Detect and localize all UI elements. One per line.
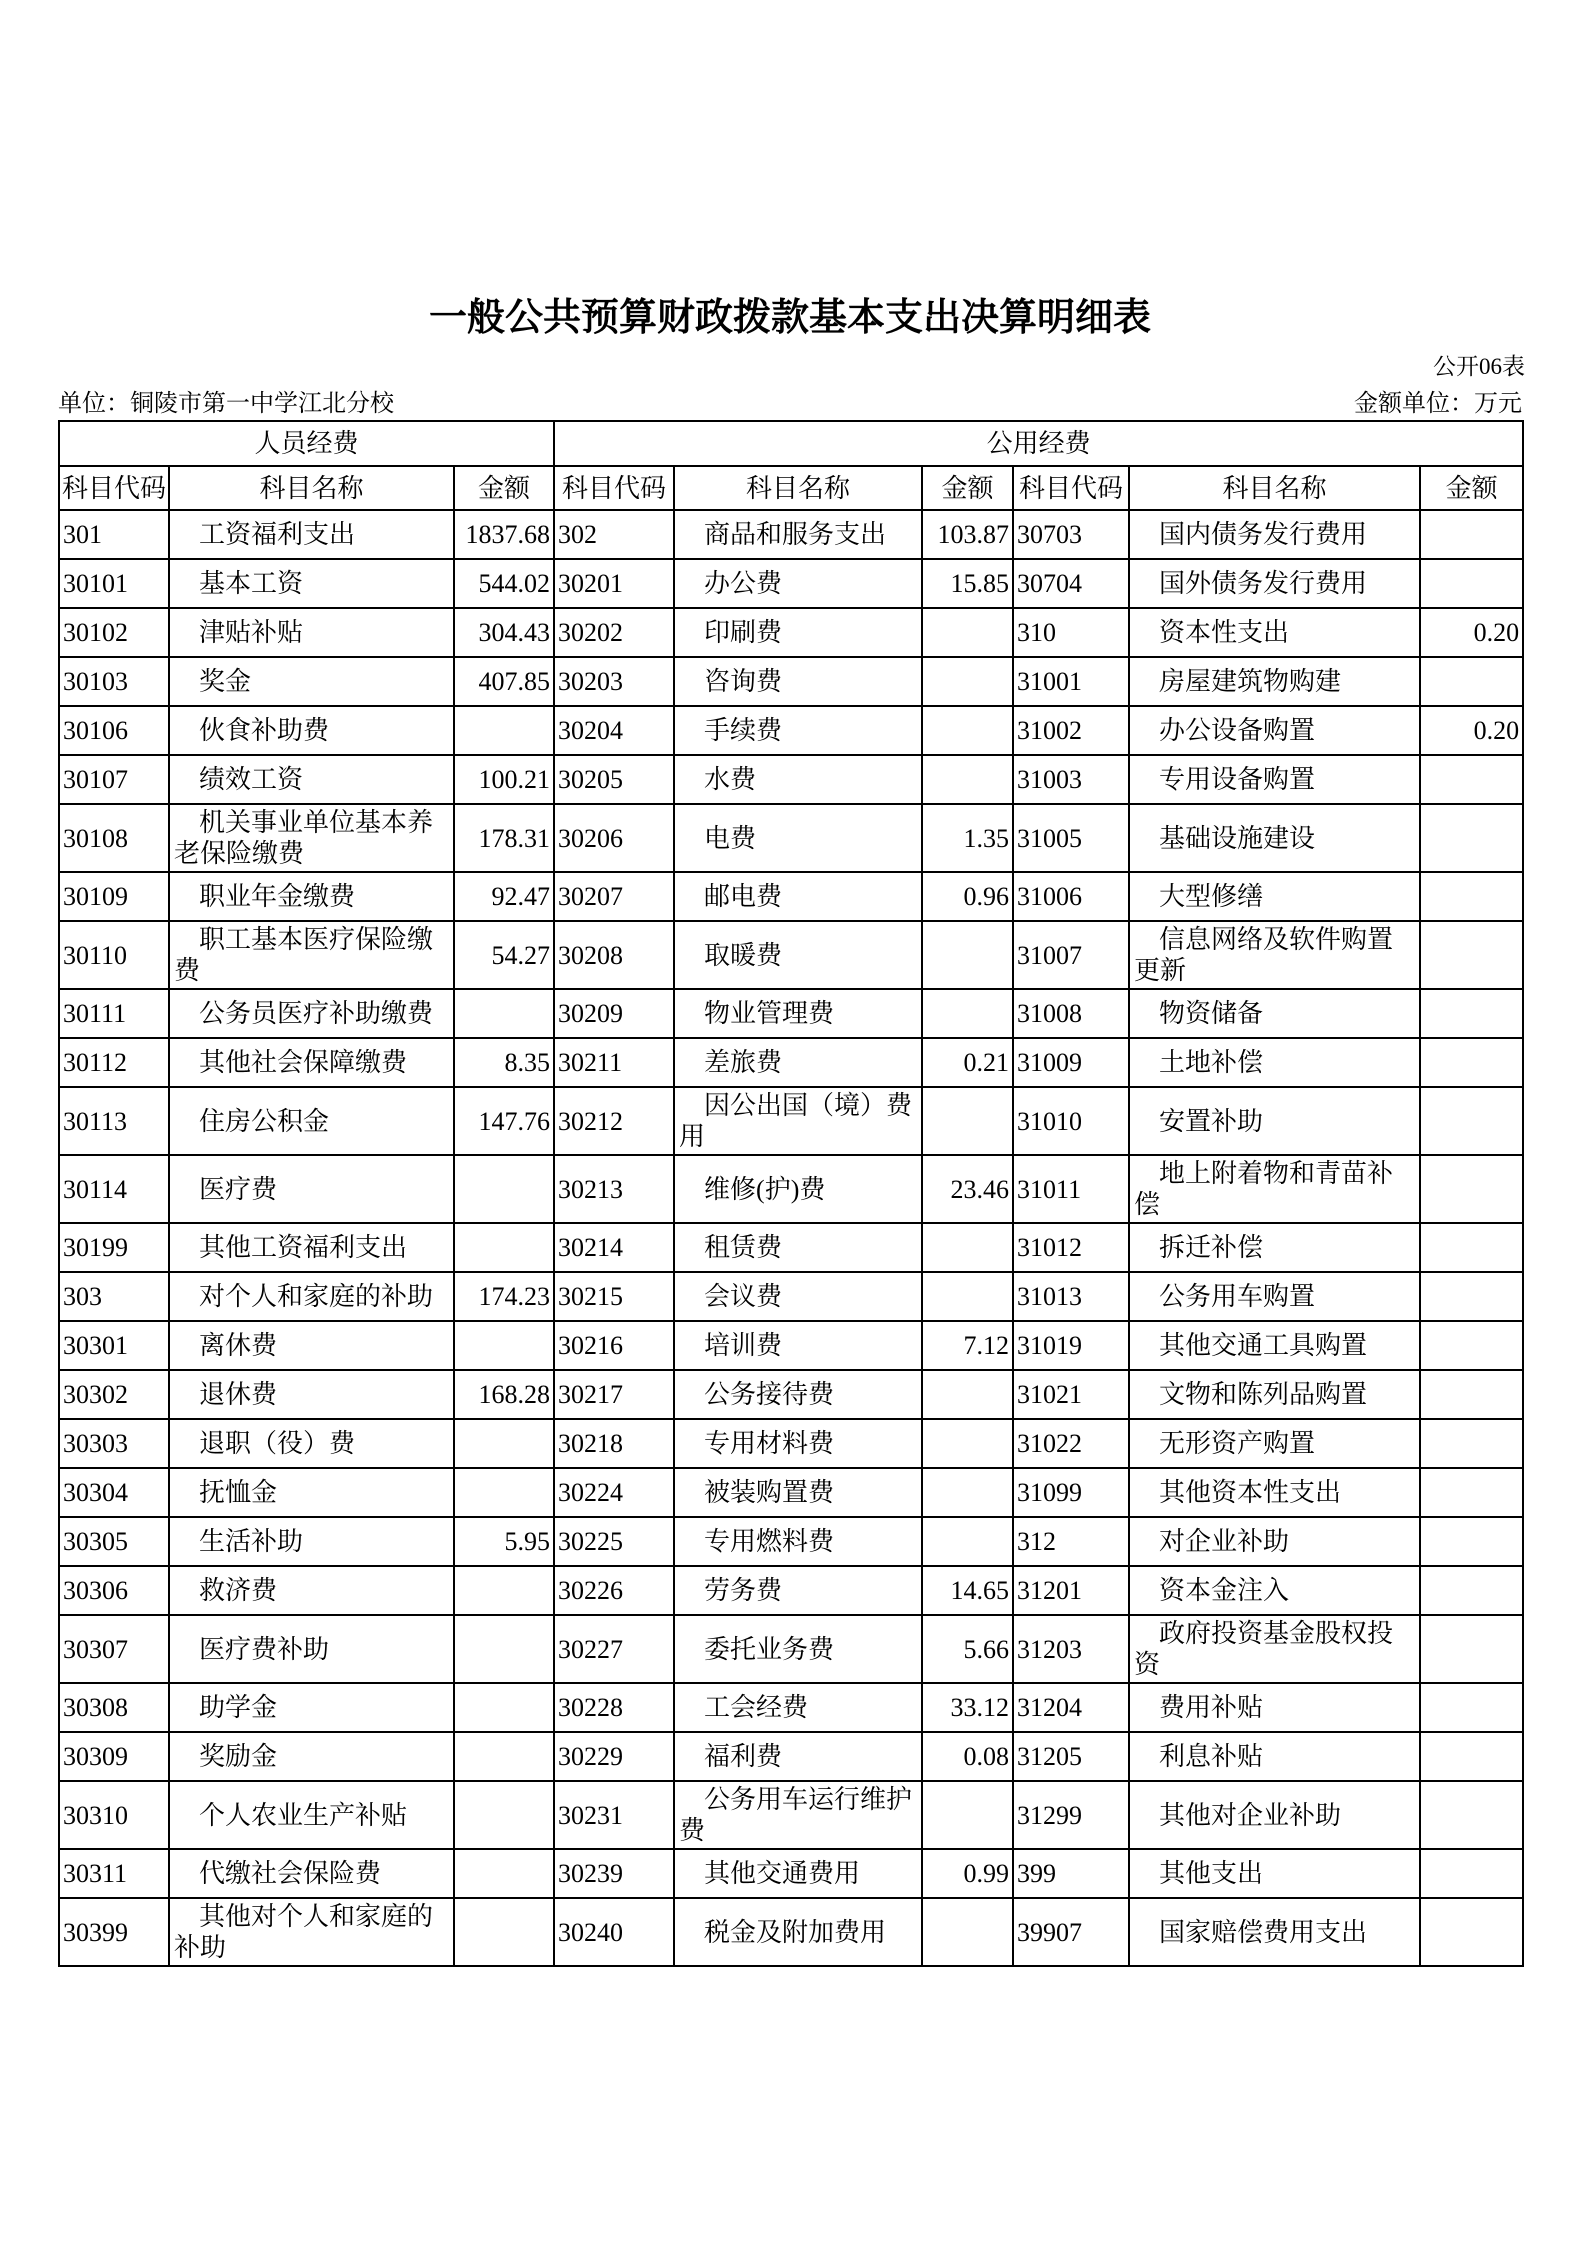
cell-subject-name: 国家赔偿费用支出	[1129, 1898, 1420, 1966]
cell-subject-name: 绩效工资	[169, 755, 454, 804]
cell-subject-code: 31006	[1013, 872, 1129, 921]
cell-subject-name: 税金及附加费用	[674, 1898, 922, 1966]
table-row	[59, 510, 1523, 559]
cell-amount	[454, 1468, 554, 1517]
cell-amount	[1420, 1419, 1523, 1468]
cell-amount: 8.35	[454, 1038, 554, 1087]
col-header-subject-code-3: 科目代码	[1013, 466, 1129, 510]
cell-subject-name: 医疗费补助	[169, 1615, 454, 1683]
cell-amount: 0.21	[922, 1038, 1013, 1087]
cell-amount: 168.28	[454, 1370, 554, 1419]
cell-amount	[1420, 1732, 1523, 1781]
cell-subject-name: 国外债务发行费用	[1129, 559, 1420, 608]
cell-subject-code: 30107	[59, 755, 169, 804]
cell-subject-code: 30399	[59, 1898, 169, 1966]
cell-amount	[1420, 804, 1523, 872]
cell-amount: 7.12	[922, 1321, 1013, 1370]
cell-subject-code: 31012	[1013, 1223, 1129, 1272]
table-body	[59, 510, 1523, 1966]
cell-amount	[922, 1272, 1013, 1321]
cell-subject-name: 其他对企业补助	[1129, 1781, 1420, 1849]
table-row	[59, 1468, 1523, 1517]
table-row	[59, 1517, 1523, 1566]
cell-amount	[454, 1898, 554, 1966]
cell-amount: 1837.68	[454, 510, 554, 559]
cell-subject-code: 31002	[1013, 706, 1129, 755]
cell-subject-code: 30302	[59, 1370, 169, 1419]
cell-subject-code: 399	[1013, 1849, 1129, 1898]
cell-subject-name: 其他资本性支出	[1129, 1468, 1420, 1517]
cell-subject-code: 30309	[59, 1732, 169, 1781]
cell-subject-code: 39907	[1013, 1898, 1129, 1966]
cell-subject-code: 31299	[1013, 1781, 1129, 1849]
cell-amount: 103.87	[922, 510, 1013, 559]
cell-subject-code: 30205	[554, 755, 674, 804]
cell-subject-code: 30307	[59, 1615, 169, 1683]
cell-amount: 33.12	[922, 1683, 1013, 1732]
cell-amount	[454, 1566, 554, 1615]
table-row	[59, 921, 1523, 989]
cell-subject-code: 30703	[1013, 510, 1129, 559]
cell-amount	[922, 1781, 1013, 1849]
cell-subject-code: 30112	[59, 1038, 169, 1087]
group-header-row	[59, 421, 1523, 466]
cell-subject-name: 机关事业单位基本养老保险缴费	[169, 804, 454, 872]
cell-subject-name: 安置补助	[1129, 1087, 1420, 1155]
cell-subject-name: 其他对个人和家庭的补助	[169, 1898, 454, 1966]
cell-subject-code: 30214	[554, 1223, 674, 1272]
cell-amount	[454, 1849, 554, 1898]
column-header-row	[59, 466, 1523, 510]
cell-subject-name: 公务用车购置	[1129, 1272, 1420, 1321]
cell-amount: 407.85	[454, 657, 554, 706]
cell-amount	[1420, 1781, 1523, 1849]
cell-subject-code: 30308	[59, 1683, 169, 1732]
cell-amount: 100.21	[454, 755, 554, 804]
table-row	[59, 872, 1523, 921]
cell-subject-name: 其他工资福利支出	[169, 1223, 454, 1272]
cell-subject-name: 抚恤金	[169, 1468, 454, 1517]
cell-amount: 0.20	[1420, 608, 1523, 657]
cell-amount	[1420, 755, 1523, 804]
cell-amount	[922, 706, 1013, 755]
cell-subject-code: 31099	[1013, 1468, 1129, 1517]
cell-amount: 0.20	[1420, 706, 1523, 755]
cell-subject-name: 基本工资	[169, 559, 454, 608]
cell-subject-code: 30208	[554, 921, 674, 989]
cell-subject-code: 31008	[1013, 989, 1129, 1038]
cell-subject-name: 办公设备购置	[1129, 706, 1420, 755]
cell-amount	[1420, 1468, 1523, 1517]
cell-subject-name: 电费	[674, 804, 922, 872]
cell-amount: 0.99	[922, 1849, 1013, 1898]
meta-line	[58, 383, 1522, 418]
cell-amount	[1420, 1849, 1523, 1898]
cell-subject-code: 310	[1013, 608, 1129, 657]
cell-amount: 147.76	[454, 1087, 554, 1155]
cell-subject-code: 31021	[1013, 1370, 1129, 1419]
cell-amount: 54.27	[454, 921, 554, 989]
cell-amount	[1420, 1683, 1523, 1732]
cell-subject-name: 专用燃料费	[674, 1517, 922, 1566]
cell-amount: 1.35	[922, 804, 1013, 872]
table-row	[59, 755, 1523, 804]
table-row	[59, 1615, 1523, 1683]
cell-subject-code: 31013	[1013, 1272, 1129, 1321]
col-header-subject-name-2: 科目名称	[674, 466, 922, 510]
table-row	[59, 608, 1523, 657]
cell-subject-name: 手续费	[674, 706, 922, 755]
cell-subject-name: 职业年金缴费	[169, 872, 454, 921]
cell-subject-code: 303	[59, 1272, 169, 1321]
cell-amount	[1420, 1321, 1523, 1370]
cell-subject-code: 30311	[59, 1849, 169, 1898]
cell-subject-name: 大型修缮	[1129, 872, 1420, 921]
table-row	[59, 1781, 1523, 1849]
cell-amount	[1420, 1087, 1523, 1155]
cell-subject-name: 培训费	[674, 1321, 922, 1370]
cell-amount	[454, 1732, 554, 1781]
cell-amount: 5.95	[454, 1517, 554, 1566]
cell-subject-name: 物资储备	[1129, 989, 1420, 1038]
cell-amount: 178.31	[454, 804, 554, 872]
cell-subject-name: 对个人和家庭的补助	[169, 1272, 454, 1321]
cell-amount	[922, 1517, 1013, 1566]
cell-amount	[922, 657, 1013, 706]
cell-subject-name: 因公出国（境）费用	[674, 1087, 922, 1155]
table-row	[59, 657, 1523, 706]
cell-amount	[1420, 1223, 1523, 1272]
cell-subject-name: 劳务费	[674, 1566, 922, 1615]
table-row	[59, 1370, 1523, 1419]
cell-amount	[454, 989, 554, 1038]
cell-subject-code: 30211	[554, 1038, 674, 1087]
cell-subject-code: 30199	[59, 1223, 169, 1272]
table-row	[59, 706, 1523, 755]
cell-amount	[1420, 921, 1523, 989]
cell-subject-code: 30201	[554, 559, 674, 608]
table-row	[59, 1223, 1523, 1272]
cell-subject-name: 邮电费	[674, 872, 922, 921]
cell-amount	[922, 1223, 1013, 1272]
cell-subject-name: 离休费	[169, 1321, 454, 1370]
group-header-public: 公用经费	[554, 421, 1523, 466]
form-number: 公开06表	[1433, 354, 1525, 379]
table-row	[59, 804, 1523, 872]
cell-amount	[1420, 1155, 1523, 1223]
table-row	[59, 989, 1523, 1038]
cell-subject-name: 津贴补贴	[169, 608, 454, 657]
cell-subject-name: 助学金	[169, 1683, 454, 1732]
cell-subject-code: 31011	[1013, 1155, 1129, 1223]
cell-subject-code: 30229	[554, 1732, 674, 1781]
cell-subject-code: 30101	[59, 559, 169, 608]
cell-subject-name: 基础设施建设	[1129, 804, 1420, 872]
table-row	[59, 1087, 1523, 1155]
cell-subject-name: 奖励金	[169, 1732, 454, 1781]
cell-amount	[1420, 559, 1523, 608]
cell-subject-name: 个人农业生产补贴	[169, 1781, 454, 1849]
cell-amount	[922, 989, 1013, 1038]
table-row	[59, 1683, 1523, 1732]
cell-subject-code: 30305	[59, 1517, 169, 1566]
col-header-subject-code-2: 科目代码	[554, 466, 674, 510]
cell-subject-name: 文物和陈列品购置	[1129, 1370, 1420, 1419]
cell-subject-name: 地上附着物和青苗补偿	[1129, 1155, 1420, 1223]
cell-subject-name: 维修(护)费	[674, 1155, 922, 1223]
cell-subject-name: 拆迁补偿	[1129, 1223, 1420, 1272]
cell-amount	[922, 921, 1013, 989]
cell-subject-code: 30113	[59, 1087, 169, 1155]
cell-subject-name: 伙食补助费	[169, 706, 454, 755]
cell-subject-code: 30217	[554, 1370, 674, 1419]
cell-subject-name: 土地补偿	[1129, 1038, 1420, 1087]
cell-subject-name: 医疗费	[169, 1155, 454, 1223]
budget-detail-table	[58, 420, 1524, 1967]
cell-subject-code: 31010	[1013, 1087, 1129, 1155]
cell-subject-name: 救济费	[169, 1566, 454, 1615]
cell-subject-code: 30209	[554, 989, 674, 1038]
cell-subject-name: 代缴社会保险费	[169, 1849, 454, 1898]
cell-amount	[1420, 1370, 1523, 1419]
cell-subject-name: 资本金注入	[1129, 1566, 1420, 1615]
cell-subject-code: 31009	[1013, 1038, 1129, 1087]
table-row	[59, 1566, 1523, 1615]
cell-amount	[922, 1419, 1013, 1468]
cell-subject-name: 差旅费	[674, 1038, 922, 1087]
cell-subject-code: 31201	[1013, 1566, 1129, 1615]
cell-subject-code: 30103	[59, 657, 169, 706]
cell-amount	[922, 1370, 1013, 1419]
cell-subject-name: 退职（役）费	[169, 1419, 454, 1468]
cell-subject-name: 退休费	[169, 1370, 454, 1419]
cell-subject-name: 其他交通工具购置	[1129, 1321, 1420, 1370]
cell-subject-code: 30240	[554, 1898, 674, 1966]
cell-subject-code: 30310	[59, 1781, 169, 1849]
table-row	[59, 1155, 1523, 1223]
cell-amount	[922, 1898, 1013, 1966]
cell-subject-name: 其他交通费用	[674, 1849, 922, 1898]
cell-subject-code: 30226	[554, 1566, 674, 1615]
cell-subject-name: 印刷费	[674, 608, 922, 657]
cell-subject-code: 31005	[1013, 804, 1129, 872]
cell-subject-name: 物业管理费	[674, 989, 922, 1038]
cell-subject-name: 房屋建筑物购建	[1129, 657, 1420, 706]
col-header-subject-code-1: 科目代码	[59, 466, 169, 510]
cell-subject-code: 30306	[59, 1566, 169, 1615]
cell-subject-name: 政府投资基金股权投资	[1129, 1615, 1420, 1683]
cell-subject-code: 30239	[554, 1849, 674, 1898]
cell-amount	[1420, 1517, 1523, 1566]
cell-subject-name: 商品和服务支出	[674, 510, 922, 559]
cell-subject-name: 公务员医疗补助缴费	[169, 989, 454, 1038]
cell-subject-code: 30114	[59, 1155, 169, 1223]
cell-subject-name: 委托业务费	[674, 1615, 922, 1683]
col-header-subject-name-1: 科目名称	[169, 466, 454, 510]
cell-subject-code: 31001	[1013, 657, 1129, 706]
cell-subject-code: 30227	[554, 1615, 674, 1683]
cell-amount	[1420, 510, 1523, 559]
cell-subject-code: 31007	[1013, 921, 1129, 989]
cell-subject-name: 专用设备购置	[1129, 755, 1420, 804]
cell-subject-code: 30212	[554, 1087, 674, 1155]
cell-amount	[922, 608, 1013, 657]
cell-subject-code: 31022	[1013, 1419, 1129, 1468]
cell-subject-name: 生活补助	[169, 1517, 454, 1566]
cell-subject-code: 30203	[554, 657, 674, 706]
cell-subject-name: 国内债务发行费用	[1129, 510, 1420, 559]
cell-amount	[454, 1419, 554, 1468]
cell-subject-code: 30301	[59, 1321, 169, 1370]
cell-amount	[454, 1615, 554, 1683]
cell-subject-code: 30111	[59, 989, 169, 1038]
cell-subject-code: 30106	[59, 706, 169, 755]
cell-amount	[1420, 1898, 1523, 1966]
page-title: 一般公共预算财政拨款基本支出决算明细表	[428, 297, 1151, 339]
cell-subject-code: 302	[554, 510, 674, 559]
cell-amount	[922, 755, 1013, 804]
cell-subject-name: 工会经费	[674, 1683, 922, 1732]
cell-subject-name: 费用补贴	[1129, 1683, 1420, 1732]
cell-amount	[922, 1087, 1013, 1155]
table-row	[59, 559, 1523, 608]
cell-subject-name: 专用材料费	[674, 1419, 922, 1468]
cell-subject-code: 30108	[59, 804, 169, 872]
table-row	[59, 1038, 1523, 1087]
cell-amount: 92.47	[454, 872, 554, 921]
table-row	[59, 1898, 1523, 1966]
cell-subject-name: 奖金	[169, 657, 454, 706]
cell-subject-name: 无形资产购置	[1129, 1419, 1420, 1468]
cell-subject-code: 31003	[1013, 755, 1129, 804]
cell-subject-code: 30231	[554, 1781, 674, 1849]
cell-subject-code: 30102	[59, 608, 169, 657]
cell-amount: 14.65	[922, 1566, 1013, 1615]
cell-amount	[1420, 1038, 1523, 1087]
cell-subject-code: 30213	[554, 1155, 674, 1223]
cell-subject-name: 办公费	[674, 559, 922, 608]
cell-subject-name: 取暖费	[674, 921, 922, 989]
cell-subject-code: 30204	[554, 706, 674, 755]
cell-subject-name: 其他社会保障缴费	[169, 1038, 454, 1087]
cell-subject-code: 30225	[554, 1517, 674, 1566]
table-row	[59, 1272, 1523, 1321]
cell-amount: 0.96	[922, 872, 1013, 921]
cell-subject-name: 公务用车运行维护费	[674, 1781, 922, 1849]
cell-amount	[454, 1781, 554, 1849]
cell-subject-name: 咨询费	[674, 657, 922, 706]
cell-amount: 23.46	[922, 1155, 1013, 1223]
cell-subject-code: 30110	[59, 921, 169, 989]
table-row	[59, 1849, 1523, 1898]
cell-amount	[922, 1468, 1013, 1517]
cell-subject-name: 对企业补助	[1129, 1517, 1420, 1566]
cell-amount: 0.08	[922, 1732, 1013, 1781]
cell-subject-code: 30218	[554, 1419, 674, 1468]
cell-subject-name: 利息补贴	[1129, 1732, 1420, 1781]
cell-subject-name: 资本性支出	[1129, 608, 1420, 657]
cell-amount: 174.23	[454, 1272, 554, 1321]
cell-amount	[1420, 1615, 1523, 1683]
cell-subject-code: 30303	[59, 1419, 169, 1468]
cell-amount	[1420, 989, 1523, 1038]
table-row	[59, 1732, 1523, 1781]
cell-subject-code: 31204	[1013, 1683, 1129, 1732]
cell-subject-code: 31203	[1013, 1615, 1129, 1683]
cell-amount	[1420, 657, 1523, 706]
cell-amount	[454, 706, 554, 755]
cell-subject-name: 工资福利支出	[169, 510, 454, 559]
cell-subject-name: 其他支出	[1129, 1849, 1420, 1898]
cell-amount	[1420, 1272, 1523, 1321]
cell-subject-code: 31019	[1013, 1321, 1129, 1370]
cell-amount: 15.85	[922, 559, 1013, 608]
cell-subject-code: 31205	[1013, 1732, 1129, 1781]
cell-amount	[1420, 872, 1523, 921]
cell-subject-code: 30704	[1013, 559, 1129, 608]
table-row	[59, 1321, 1523, 1370]
cell-amount	[1420, 1566, 1523, 1615]
cell-amount: 5.66	[922, 1615, 1013, 1683]
cell-amount	[454, 1155, 554, 1223]
cell-subject-name: 信息网络及软件购置更新	[1129, 921, 1420, 989]
cell-subject-name: 福利费	[674, 1732, 922, 1781]
cell-subject-name: 被装购置费	[674, 1468, 922, 1517]
cell-subject-code: 30216	[554, 1321, 674, 1370]
cell-subject-name: 会议费	[674, 1272, 922, 1321]
cell-subject-name: 租赁费	[674, 1223, 922, 1272]
unit-label: 单位：铜陵市第一中学江北分校	[58, 391, 394, 417]
cell-subject-code: 30206	[554, 804, 674, 872]
cell-subject-code: 30228	[554, 1683, 674, 1732]
cell-subject-code: 30224	[554, 1468, 674, 1517]
cell-subject-code: 30109	[59, 872, 169, 921]
col-header-subject-name-3: 科目名称	[1129, 466, 1420, 510]
cell-subject-code: 30304	[59, 1468, 169, 1517]
col-header-amount-3: 金额	[1420, 466, 1523, 510]
cell-subject-code: 30207	[554, 872, 674, 921]
cell-amount: 544.02	[454, 559, 554, 608]
cell-subject-name: 水费	[674, 755, 922, 804]
col-header-amount-1: 金额	[454, 466, 554, 510]
cell-amount	[454, 1223, 554, 1272]
amount-unit-label: 金额单位：万元	[1354, 391, 1522, 417]
cell-subject-code: 30202	[554, 608, 674, 657]
group-header-personnel: 人员经费	[59, 421, 554, 466]
cell-amount	[454, 1321, 554, 1370]
cell-subject-name: 住房公积金	[169, 1087, 454, 1155]
table-row	[59, 1419, 1523, 1468]
cell-subject-name: 职工基本医疗保险缴费	[169, 921, 454, 989]
cell-subject-name: 公务接待费	[674, 1370, 922, 1419]
cell-amount	[454, 1683, 554, 1732]
cell-amount: 304.43	[454, 608, 554, 657]
cell-subject-code: 312	[1013, 1517, 1129, 1566]
col-header-amount-2: 金额	[922, 466, 1013, 510]
cell-subject-code: 301	[59, 510, 169, 559]
cell-subject-code: 30215	[554, 1272, 674, 1321]
